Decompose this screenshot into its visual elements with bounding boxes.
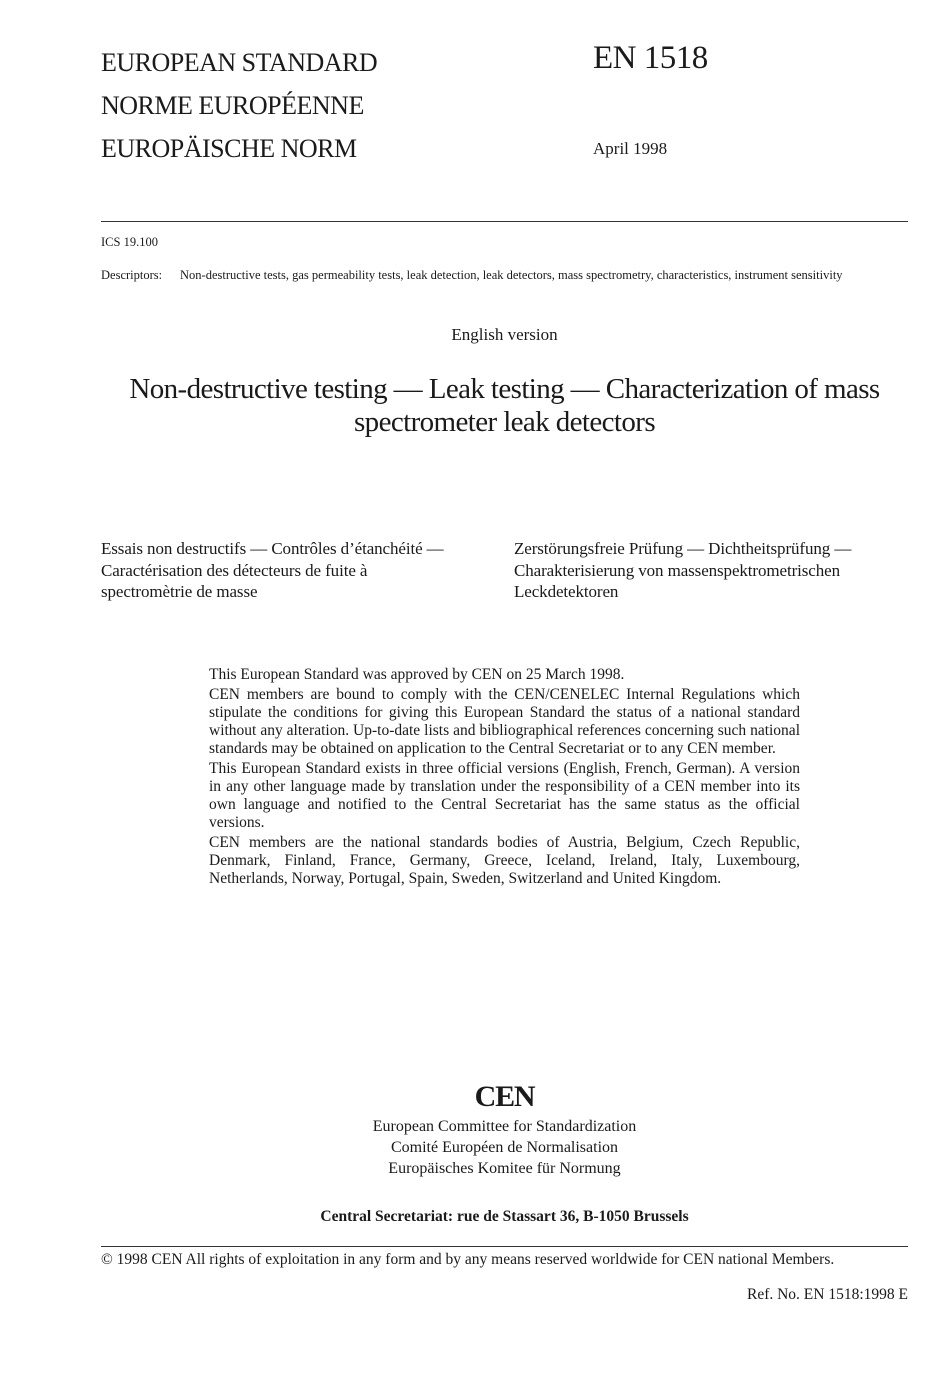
- german-title-line: Leckdetektoren: [514, 582, 619, 601]
- title-europaische-norm: EUROPÄISCHE NORM: [101, 134, 357, 163]
- ics-code: ICS 19.100: [101, 235, 158, 249]
- document-title-line-1: Non-destructive testing — Leak testing — Characterization of mass: [129, 373, 880, 405]
- descriptors-text: Non-destructive tests, gas permeability tests, leak detection, leak detectors, mass spectrometry, characteristics, instrument sensitivity: [180, 268, 843, 282]
- french-title-line: Essais non destructifs — Contrôles d’étanchéité —: [101, 539, 444, 558]
- german-title-line: Charakterisierung von massenspektrometrischen: [514, 560, 840, 580]
- reference-number: Ref. No. EN 1518:1998 E: [746, 1286, 908, 1303]
- approval-paragraph: This European Standard was approved by CEN on 25 March 1998.: [209, 666, 625, 683]
- standard-number: EN 1518: [593, 40, 708, 76]
- central-secretariat: Central Secretariat: rue de Stassart 36, B-1050 Brussels: [320, 1208, 689, 1225]
- document-title-line-2: spectrometer leak detectors: [353, 406, 656, 438]
- french-title: [101, 538, 501, 603]
- publication-date: April 1998: [593, 139, 668, 158]
- title-european-standard: EUROPEAN STANDARD: [101, 48, 378, 77]
- copyright-notice: © 1998 CEN All rights of exploitation in any form and by any means reserved worldwide for CEN national Members.: [101, 1251, 835, 1268]
- descriptors: [101, 268, 908, 283]
- descriptors-label: Descriptors:: [101, 268, 163, 282]
- cen-logo: CEN: [474, 1080, 535, 1113]
- committee-name-german: Europäisches Komitee für Normung: [388, 1160, 621, 1177]
- title-norme-europeenne: NORME EUROPÉENNE: [101, 91, 364, 120]
- versions-paragraph: This European Standard exists in three official versions (English, French, German). A version in any other language made by translation under the responsibility of a CEN member into its own language and notified to the Central Secretariat has the same status as the official versions.: [209, 760, 800, 831]
- footer-divider: [101, 1246, 908, 1247]
- german-title: [514, 538, 908, 603]
- german-title-line: Zerstörungsfreie Prüfung — Dichtheitsprüfung —: [514, 539, 852, 558]
- committee-name-french: Comité Européen de Normalisation: [390, 1139, 619, 1156]
- committee-names: [101, 1116, 908, 1179]
- document-title: [101, 373, 908, 439]
- french-title-line: spectromètrie de masse: [101, 582, 258, 601]
- compliance-paragraph: CEN members are bound to comply with the CEN/CENELEC Internal Regulations which stipulate the conditions for giving this European Standard the status of a national standard without any alteration. Up-to-date lists and bibliographical references concerning such national standards may be obtained on application to the Central Secretariat or to any CEN member.: [209, 686, 800, 757]
- members-paragraph: CEN members are the national standards bodies of Austria, Belgium, Czech Republic, Denmark, Finland, France, Germany, Greece, Iceland, Ireland, Italy, Luxembourg, Netherlands, Norway, Portugal, Spain, Sweden, Switzerland and United Kingdom.: [209, 834, 800, 887]
- committee-name-english: European Committee for Standardization: [372, 1118, 637, 1135]
- header-divider: [101, 221, 908, 222]
- approval-notice: [209, 666, 800, 890]
- french-title-line: Caractérisation des détecteurs de fuite à: [101, 560, 368, 580]
- language-version: English version: [451, 325, 558, 344]
